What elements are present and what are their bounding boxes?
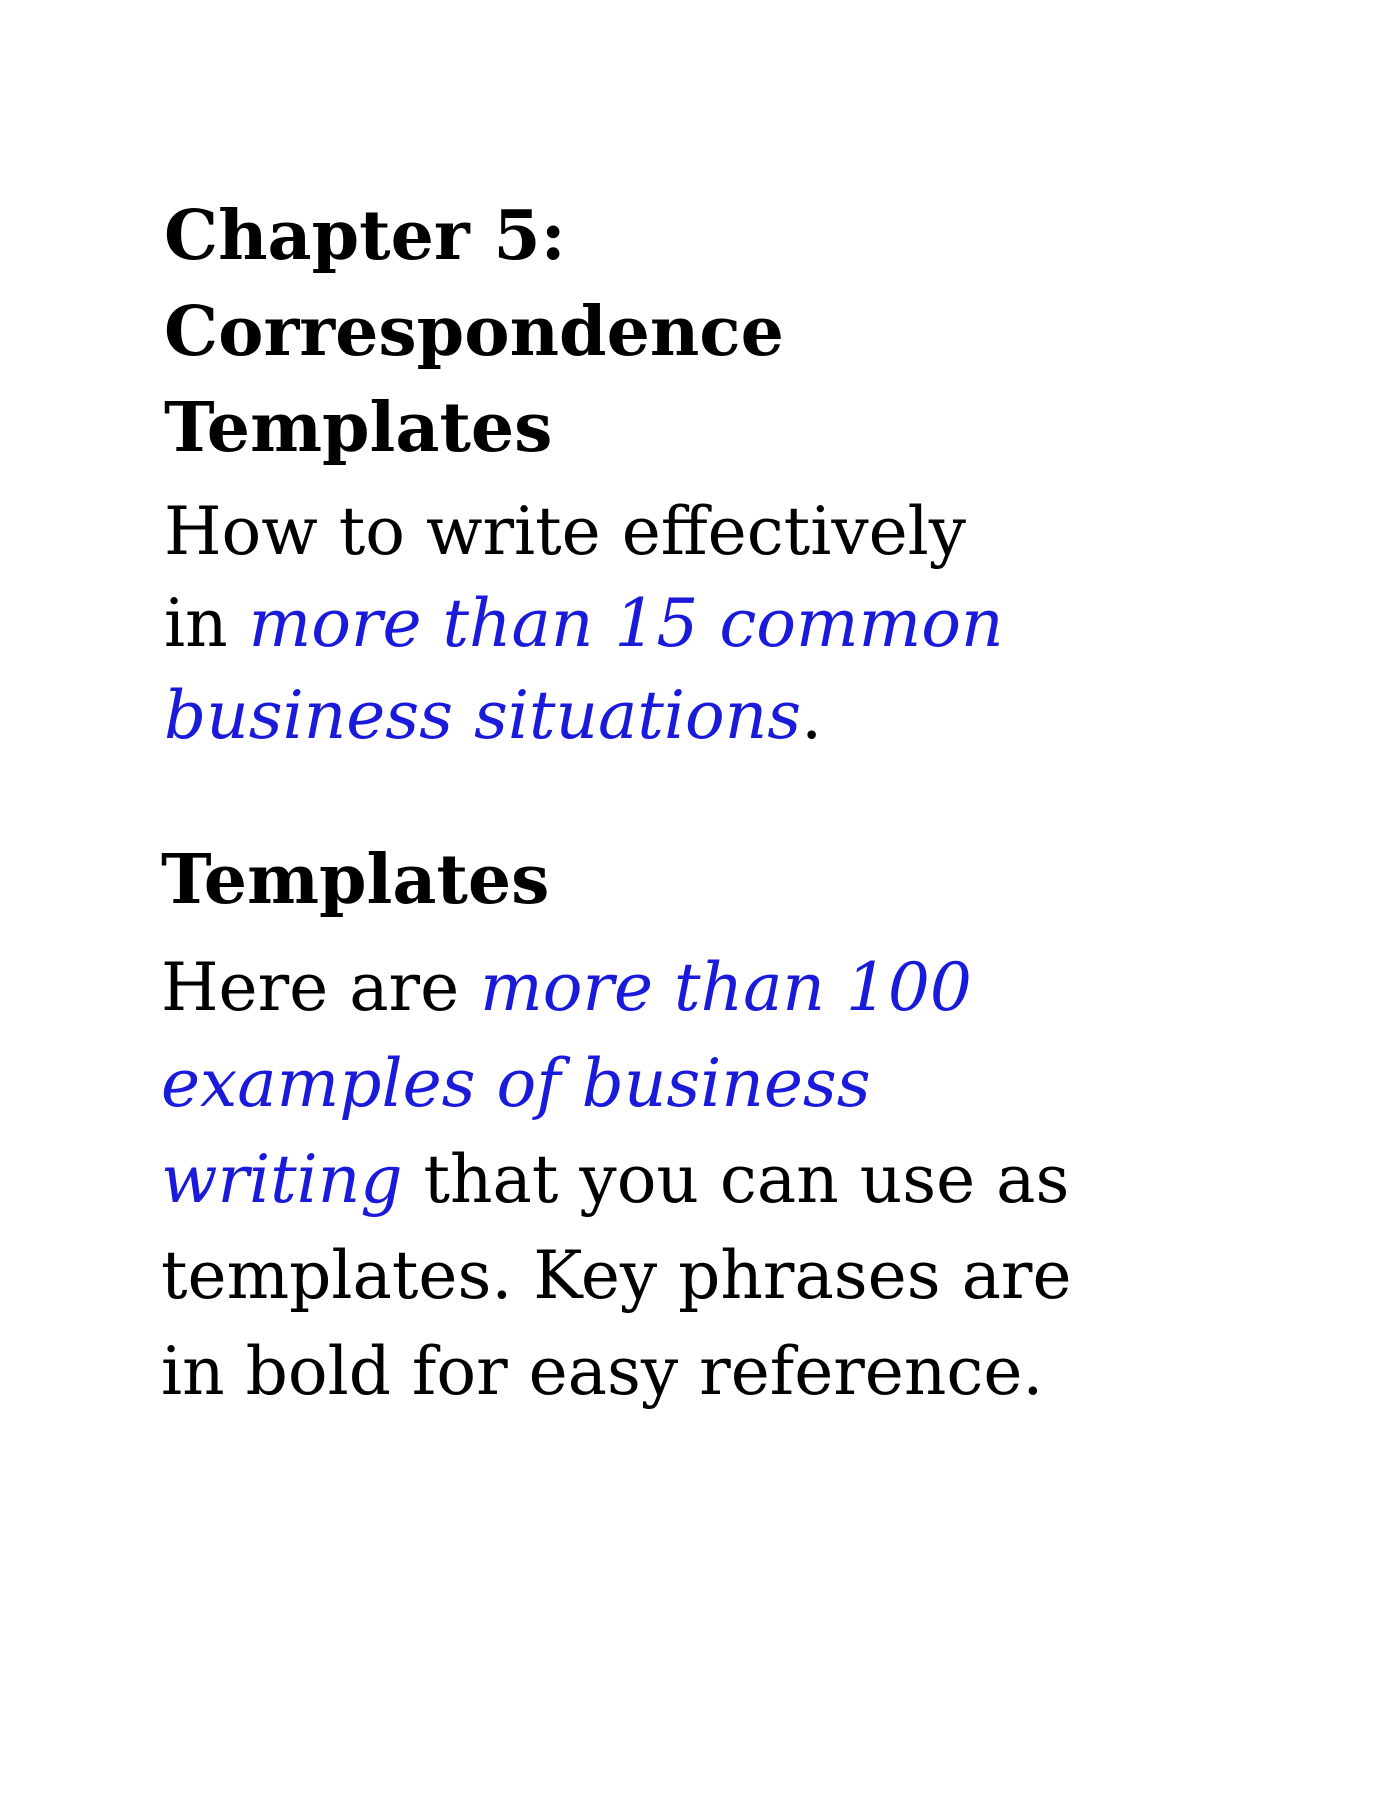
- templates-emphasis-line3: writing: [161, 1141, 403, 1218]
- templates-description: [161, 940, 1174, 1420]
- chapter-title-line3: Templates: [164, 388, 553, 468]
- intro-emphasis-line2: business situations: [164, 677, 802, 754]
- intro-prefix: in: [164, 585, 249, 662]
- chapter-title-line1: Chapter 5:: [164, 196, 566, 276]
- intro-suffix: .: [801, 677, 823, 754]
- chapter-title-line2: Correspondence: [164, 292, 784, 372]
- templates-after-emphasis: that you can use as: [402, 1141, 1070, 1218]
- templates-line5: in bold for easy reference.: [161, 1333, 1044, 1410]
- templates-emphasis-line2: examples of business: [161, 1045, 871, 1122]
- templates-line4: templates. Key phrases are: [161, 1237, 1072, 1314]
- templates-heading: Templates: [161, 840, 550, 920]
- templates-prefix: Here are: [161, 949, 481, 1026]
- document-page: [161, 188, 1174, 1420]
- chapter-title: [164, 188, 1174, 476]
- chapter-intro: [164, 486, 1174, 762]
- intro-line1: How to write effectively: [164, 493, 967, 570]
- intro-emphasis-line1: more than 15 common: [248, 585, 1004, 662]
- templates-emphasis-line1: more than 100: [480, 949, 972, 1026]
